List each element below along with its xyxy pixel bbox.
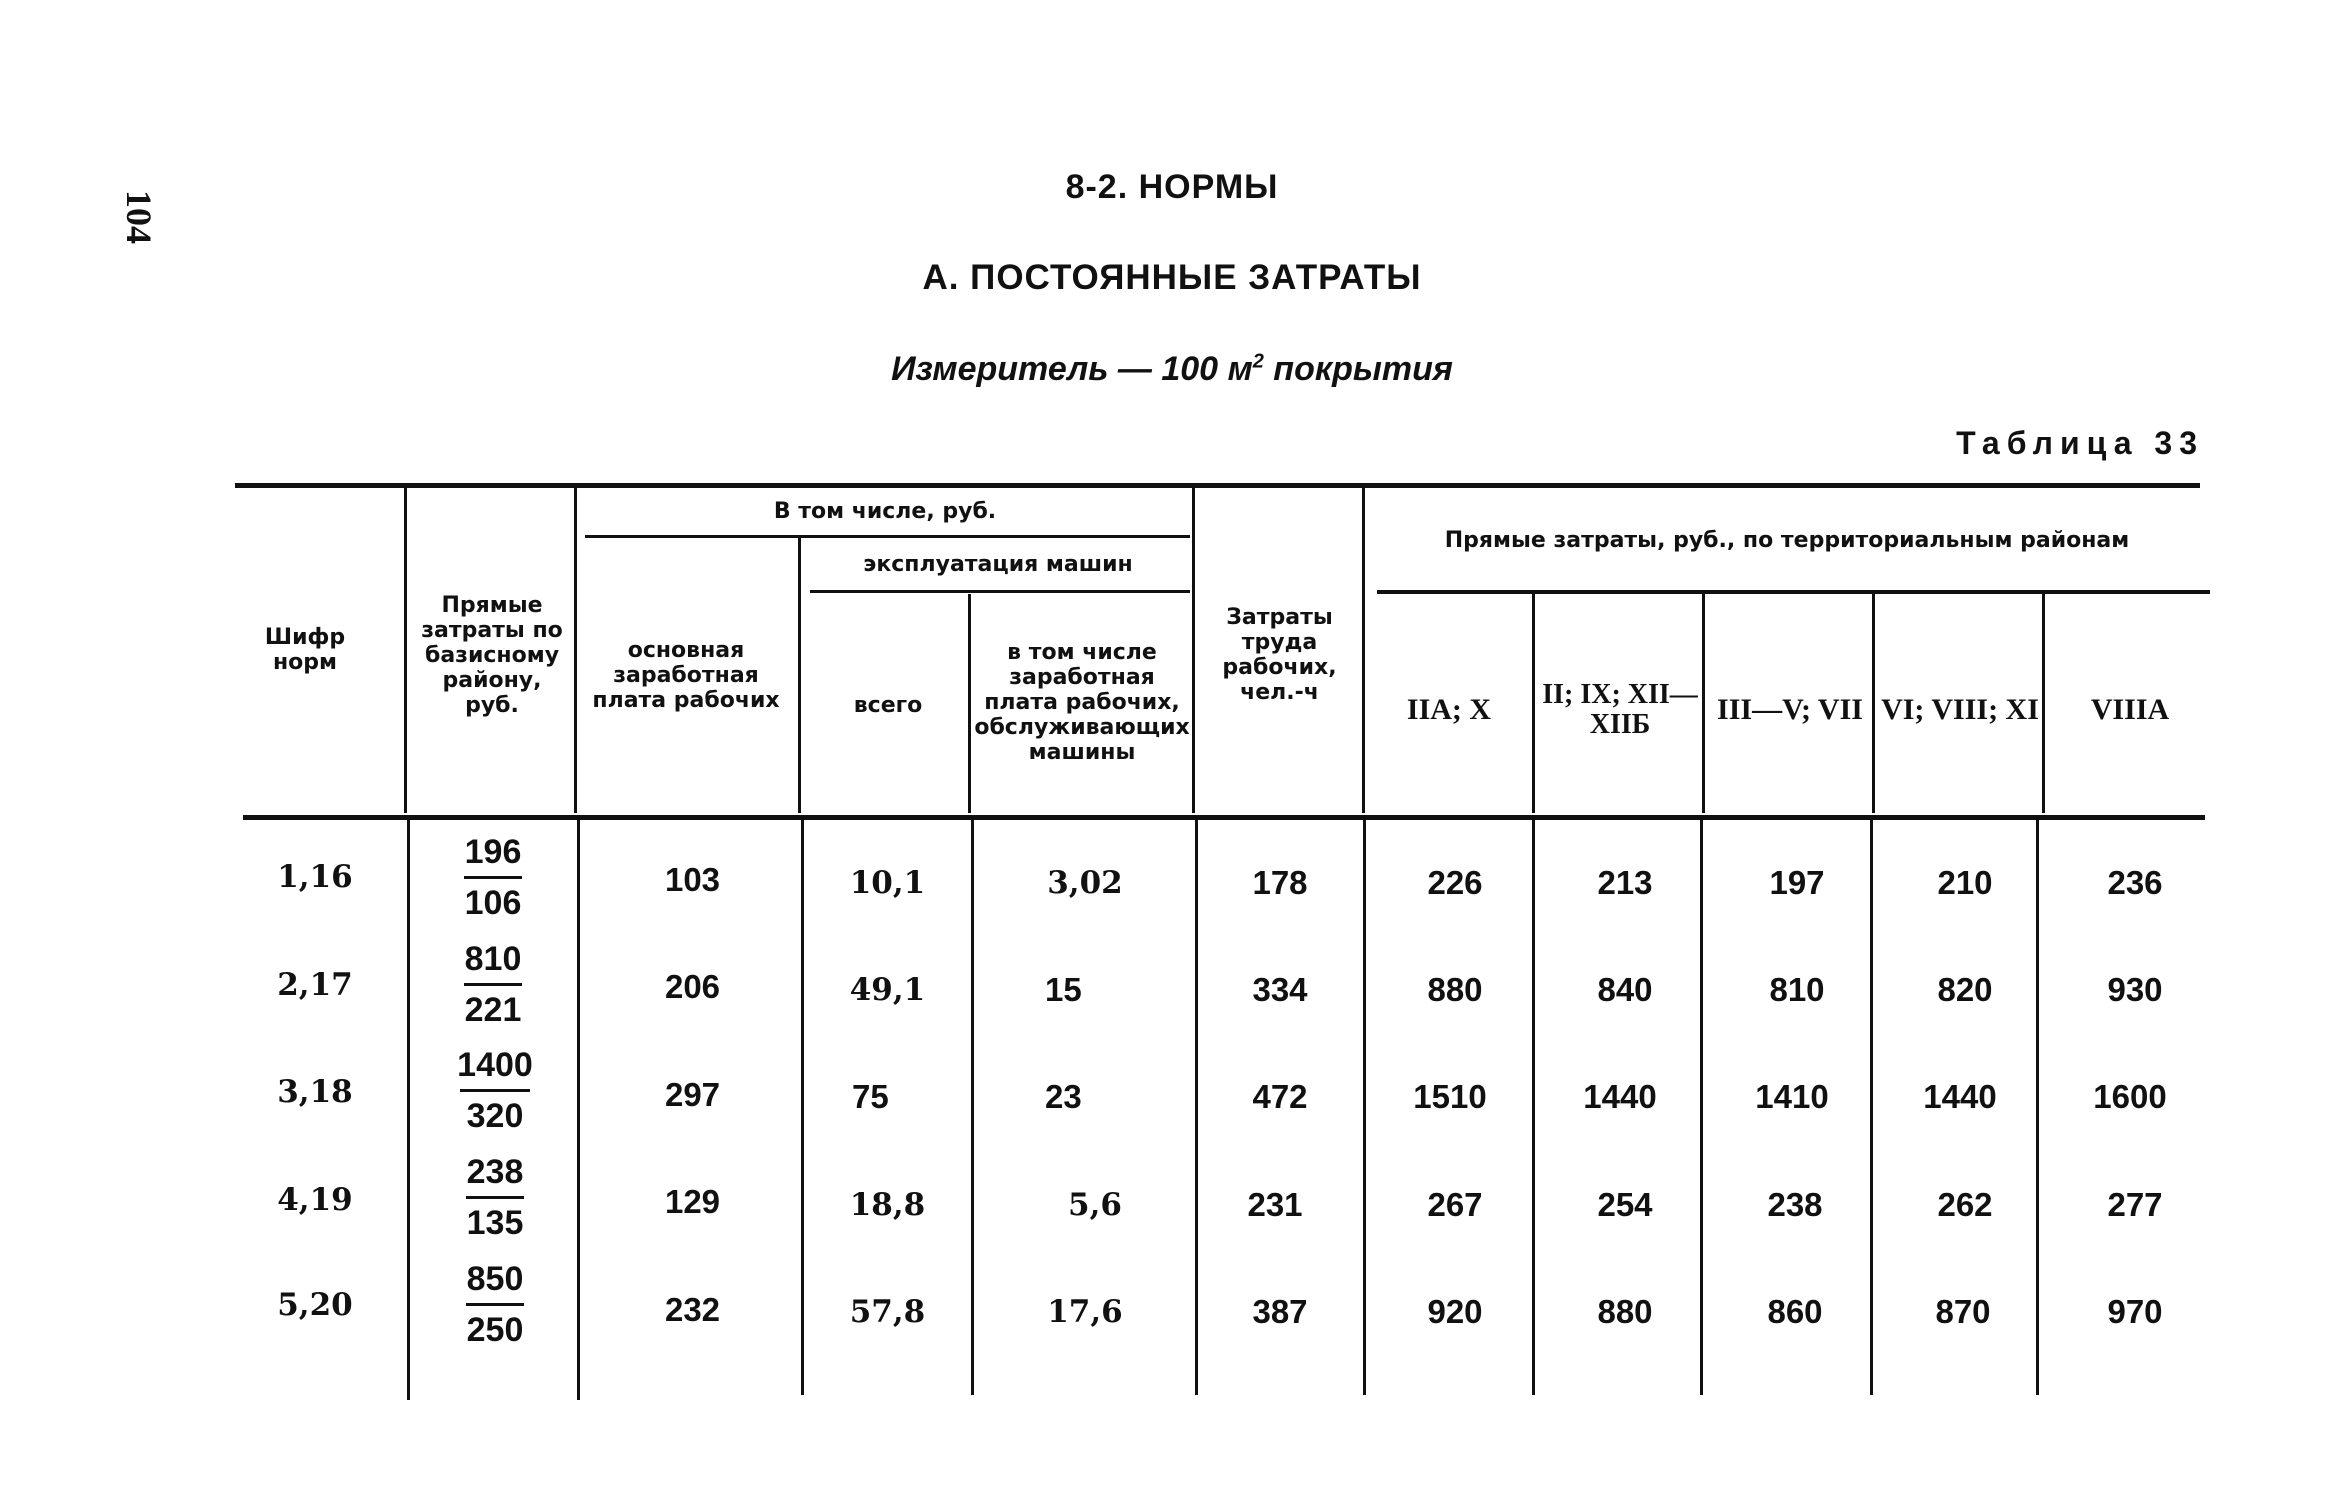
cell-region-5: 236 bbox=[2107, 864, 2163, 901]
cell-machines-total: 10,1 bbox=[849, 865, 926, 901]
machines-sub-rule bbox=[810, 590, 1190, 593]
cell-code: 4,19 bbox=[277, 1182, 353, 1218]
col-divider bbox=[1532, 820, 1535, 1395]
cell-region-2: 840 bbox=[1597, 971, 1653, 1008]
cell-region-3: 197 bbox=[1769, 864, 1825, 901]
col-divider bbox=[407, 820, 410, 1400]
cell-region-3: 810 bbox=[1769, 971, 1825, 1008]
measure-suffix: покрытия bbox=[1273, 350, 1453, 388]
cell-labor: 178 bbox=[1252, 864, 1308, 901]
section-title: 8-2. НОРМЫ bbox=[1065, 168, 1279, 206]
col-divider bbox=[1700, 820, 1703, 1395]
cell-base-wages: 103 bbox=[664, 861, 721, 898]
cell-machines-wages: 5,6 bbox=[1068, 1187, 1122, 1223]
header-code: Шифр норм bbox=[264, 625, 346, 675]
cell-region-1: 267 bbox=[1427, 1186, 1483, 1223]
cell-code: 1,16 bbox=[277, 859, 353, 895]
col-divider bbox=[1872, 594, 1875, 813]
cell-base-wages: 129 bbox=[664, 1183, 721, 1220]
cell-region-4: 870 bbox=[1935, 1293, 1991, 1330]
fraction-numerator: 196 bbox=[464, 833, 522, 871]
cell-region-3: 1410 bbox=[1755, 1078, 1829, 1115]
fraction-numerator: 850 bbox=[466, 1260, 524, 1298]
table-label: Таблица 33 bbox=[1956, 425, 2204, 461]
cell-machines-total: 18,8 bbox=[849, 1187, 926, 1223]
col-divider bbox=[798, 538, 801, 813]
col-divider bbox=[2042, 594, 2045, 813]
header-region-2: II; IX; XII—XIIБ bbox=[1542, 679, 1698, 740]
fraction-denominator: 106 bbox=[464, 884, 522, 922]
cell-base-wages: 232 bbox=[664, 1291, 721, 1328]
header-direct-base: Прямые затраты по базисному району, руб. bbox=[421, 592, 563, 718]
col-divider bbox=[577, 820, 580, 1400]
cell-region-5: 277 bbox=[2107, 1186, 2163, 1223]
header-bottom-rule bbox=[243, 815, 2205, 820]
cell-direct-base-fraction bbox=[440, 1043, 550, 1138]
cell-region-3: 860 bbox=[1767, 1293, 1823, 1330]
cell-region-4: 1440 bbox=[1923, 1078, 1997, 1115]
cell-region-1: 1510 bbox=[1413, 1078, 1487, 1115]
fraction-denominator: 320 bbox=[466, 1097, 524, 1135]
cell-code: 2,17 bbox=[277, 967, 353, 1003]
cell-region-2: 213 bbox=[1597, 864, 1653, 901]
cell-region-1: 920 bbox=[1427, 1293, 1483, 1330]
col-divider bbox=[1702, 594, 1705, 813]
cell-labor: 334 bbox=[1252, 971, 1308, 1008]
table-top-rule bbox=[235, 483, 2200, 488]
header-machines-wages: в том числе заработная плата рабочих, обслуживающих машины bbox=[974, 639, 1190, 765]
cell-base-wages: 297 bbox=[664, 1076, 721, 1113]
cell-direct-base-fraction bbox=[438, 830, 548, 925]
page-number: 104 bbox=[119, 190, 159, 244]
cell-code: 5,20 bbox=[277, 1287, 353, 1323]
header-region-1: IIА; Х bbox=[1406, 693, 1492, 726]
cell-region-4: 262 bbox=[1937, 1186, 1993, 1223]
cell-direct-base-fraction bbox=[440, 1257, 550, 1352]
regions-sub-rule bbox=[1377, 590, 2210, 594]
fraction-numerator: 810 bbox=[464, 940, 522, 978]
measure-prefix: Измеритель — 100 bbox=[891, 350, 1219, 388]
cell-direct-base-fraction bbox=[440, 1150, 550, 1245]
fraction-bar bbox=[466, 1196, 524, 1199]
header-including: В том числе, руб. bbox=[773, 498, 997, 524]
header-labor: Затраты труда рабочих, чел.-ч bbox=[1222, 605, 1337, 705]
cell-labor: 472 bbox=[1252, 1078, 1308, 1115]
subsection-title: А. ПОСТОЯННЫЕ ЗАТРАТЫ bbox=[922, 258, 1422, 297]
header-by-regions: Прямые затраты, руб., по территориальным районам bbox=[1444, 527, 2130, 553]
col-divider bbox=[1195, 820, 1198, 1395]
fraction-bar bbox=[464, 983, 522, 986]
cell-region-1: 880 bbox=[1427, 971, 1483, 1008]
cell-region-2: 1440 bbox=[1583, 1078, 1657, 1115]
fraction-denominator: 221 bbox=[464, 991, 522, 1029]
cell-region-5: 970 bbox=[2107, 1293, 2163, 1330]
cell-direct-base-fraction bbox=[438, 937, 548, 1032]
header-machine-operation: эксплуатация машин bbox=[863, 551, 1133, 577]
cell-region-3: 238 bbox=[1767, 1186, 1823, 1223]
cell-region-4: 820 bbox=[1937, 971, 1993, 1008]
measure-caption bbox=[0, 350, 2344, 389]
col-divider bbox=[1192, 488, 1195, 813]
cell-region-2: 254 bbox=[1597, 1186, 1653, 1223]
cell-region-4: 210 bbox=[1937, 864, 1993, 901]
fraction-denominator: 250 bbox=[466, 1311, 524, 1349]
header-region-5: VIIIА bbox=[2090, 693, 2170, 726]
fraction-numerator: 238 bbox=[466, 1153, 524, 1191]
cell-region-5: 930 bbox=[2107, 971, 2163, 1008]
header-region-4: VI; VIII; XI bbox=[1881, 693, 2039, 726]
col-divider bbox=[1363, 820, 1366, 1395]
col-divider bbox=[1532, 594, 1535, 813]
cell-labor: 231 bbox=[1247, 1186, 1303, 1223]
cell-region-5: 1600 bbox=[2093, 1078, 2167, 1115]
cell-machines-wages: 17,6 bbox=[1047, 1294, 1123, 1330]
col-divider bbox=[1362, 488, 1365, 813]
cell-base-wages: 206 bbox=[664, 968, 721, 1005]
fraction-bar bbox=[460, 1089, 530, 1092]
cell-labor: 387 bbox=[1252, 1293, 1308, 1330]
fraction-bar bbox=[466, 1303, 524, 1306]
cell-machines-total: 49,1 bbox=[849, 972, 926, 1008]
cell-machines-wages: 23 bbox=[1045, 1078, 1082, 1115]
fraction-denominator: 135 bbox=[466, 1204, 524, 1242]
col-divider bbox=[968, 594, 971, 813]
cell-machines-total: 57,8 bbox=[849, 1294, 926, 1330]
cell-region-2: 880 bbox=[1597, 1293, 1653, 1330]
cell-machines-wages: 15 bbox=[1045, 971, 1082, 1008]
including-sub-rule bbox=[585, 535, 1190, 538]
col-divider bbox=[404, 488, 407, 813]
cell-machines-wages: 3,02 bbox=[1047, 865, 1123, 901]
cell-region-1: 226 bbox=[1427, 864, 1483, 901]
cell-code: 3,18 bbox=[277, 1074, 353, 1110]
col-divider bbox=[1870, 820, 1873, 1395]
header-region-3: III—V; VII bbox=[1717, 693, 1863, 726]
measure-exponent: 2 bbox=[1252, 350, 1264, 373]
col-divider bbox=[801, 820, 804, 1395]
fraction-numerator: 1400 bbox=[457, 1046, 533, 1084]
header-base-wages: основная заработная плата рабочих bbox=[592, 637, 780, 713]
header-machines-total: всего bbox=[853, 692, 923, 718]
measure-unit: м bbox=[1227, 350, 1253, 388]
cell-machines-total: 75 bbox=[852, 1078, 889, 1115]
col-divider bbox=[574, 488, 577, 813]
fraction-bar bbox=[464, 876, 522, 879]
